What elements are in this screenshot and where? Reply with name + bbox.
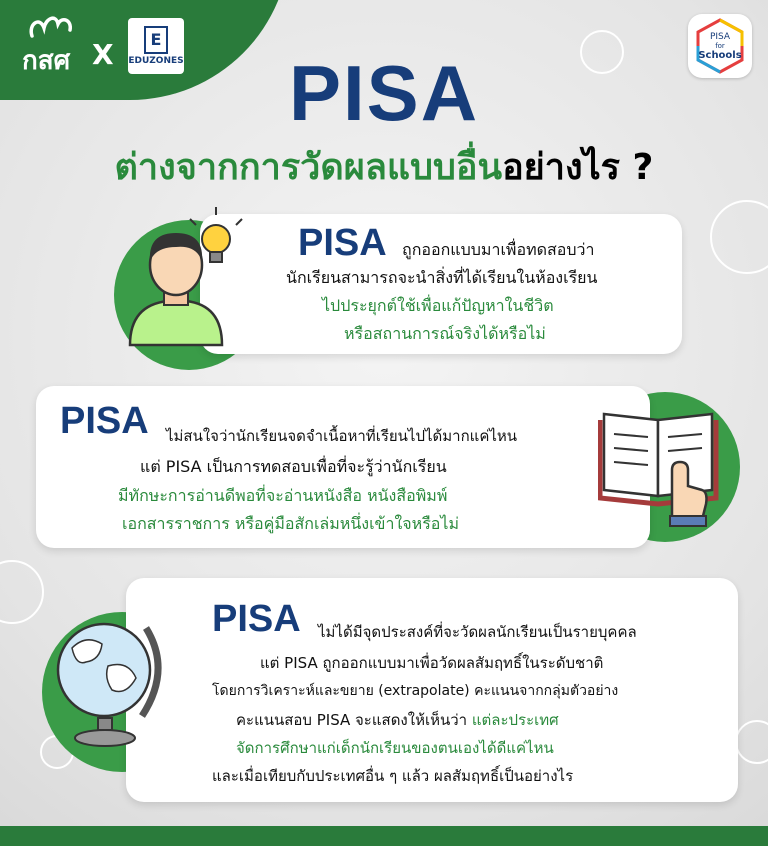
eduzones-letter: E [144,26,168,54]
card2-line4: เอกสารราชการ หรือคู่มือสักเล่มหนึ่งเข้าใจหรือไม่ [122,514,459,533]
x-mark: X [92,38,114,71]
card1-pisa: PISA [298,222,387,264]
globe-icon [42,604,172,754]
student-idea-icon [112,205,252,355]
card3-line5: จัดการศึกษาแก่เด็กนักเรียนของตนเองได้ดีแค่ไหน [236,739,554,757]
kss-logo-text: กสศ [22,46,71,76]
badge-for: for [715,42,725,50]
card2-line2: แต่ PISA เป็นการทดสอบเพื่อที่จะรู้ว่านักเรียน [140,457,447,476]
card3-line4a: คะแนนสอบ PISA จะแสดงให้เห็นว่า [236,711,472,729]
card3-line1: ไม่ได้มีจุดประสงค์ที่จะวัดผลนักเรียนเป็นรายบุคคล [318,623,637,641]
card3-line4 [236,708,559,732]
book-icon [598,400,728,530]
card3-line4b: แต่ละประเทศ [471,711,559,729]
card1-line4: หรือสถานการณ์จริงได้หรือไม่ [344,324,546,343]
kss-logo-icon [26,12,76,42]
card3-line3: โดยการวิเคราะห์และขยาย (extrapolate) คะแนนจากกลุ่มตัวอย่าง [212,683,619,699]
card1-line2: นักเรียนสามารถจะนำสิ่งที่ได้เรียนในห้องเรียน [286,268,598,287]
eduzones-text: EDUZONES [128,56,184,66]
card1-line1: ถูกออกแบบมาเพื่อทดสอบว่า [402,240,595,259]
card2-line3: มีทักษะการอ่านดีพอที่จะอ่านหนังสือ หนังสือพิมพ์ [118,486,448,505]
footer-bar [0,826,768,846]
badge-schools: Schools [698,50,742,61]
decor-circle [0,560,44,624]
card2-line1: ไม่สนใจว่านักเรียนจดจำเนื้อหาที่เรียนไปได้มากแค่ไหน [166,427,518,445]
card3-pisa: PISA [212,598,301,640]
card3-line2: แต่ PISA ถูกออกแบบมาเพื่อวัดผลสัมฤทธิ์ในระดับชาติ [260,654,604,672]
subtitle-black: อย่างไร ? [502,147,654,188]
subtitle-green: ต่างจากการวัดผลแบบอื่น [114,147,503,188]
decor-circle [735,720,768,764]
card1-line3: ไปประยุกต์ใช้เพื่อแก้ปัญหาในชีวิต [322,296,554,315]
decor-circle [710,200,768,274]
badge-pisa: PISA [709,32,731,42]
card3-line6: และเมื่อเทียบกับประเทศอื่น ๆ แล้ว ผลสัมฤทธิ์เป็นอย่างไร [212,767,574,785]
page-subtitle [0,138,768,195]
page-title: PISA [288,49,480,137]
card2-pisa: PISA [60,400,149,442]
